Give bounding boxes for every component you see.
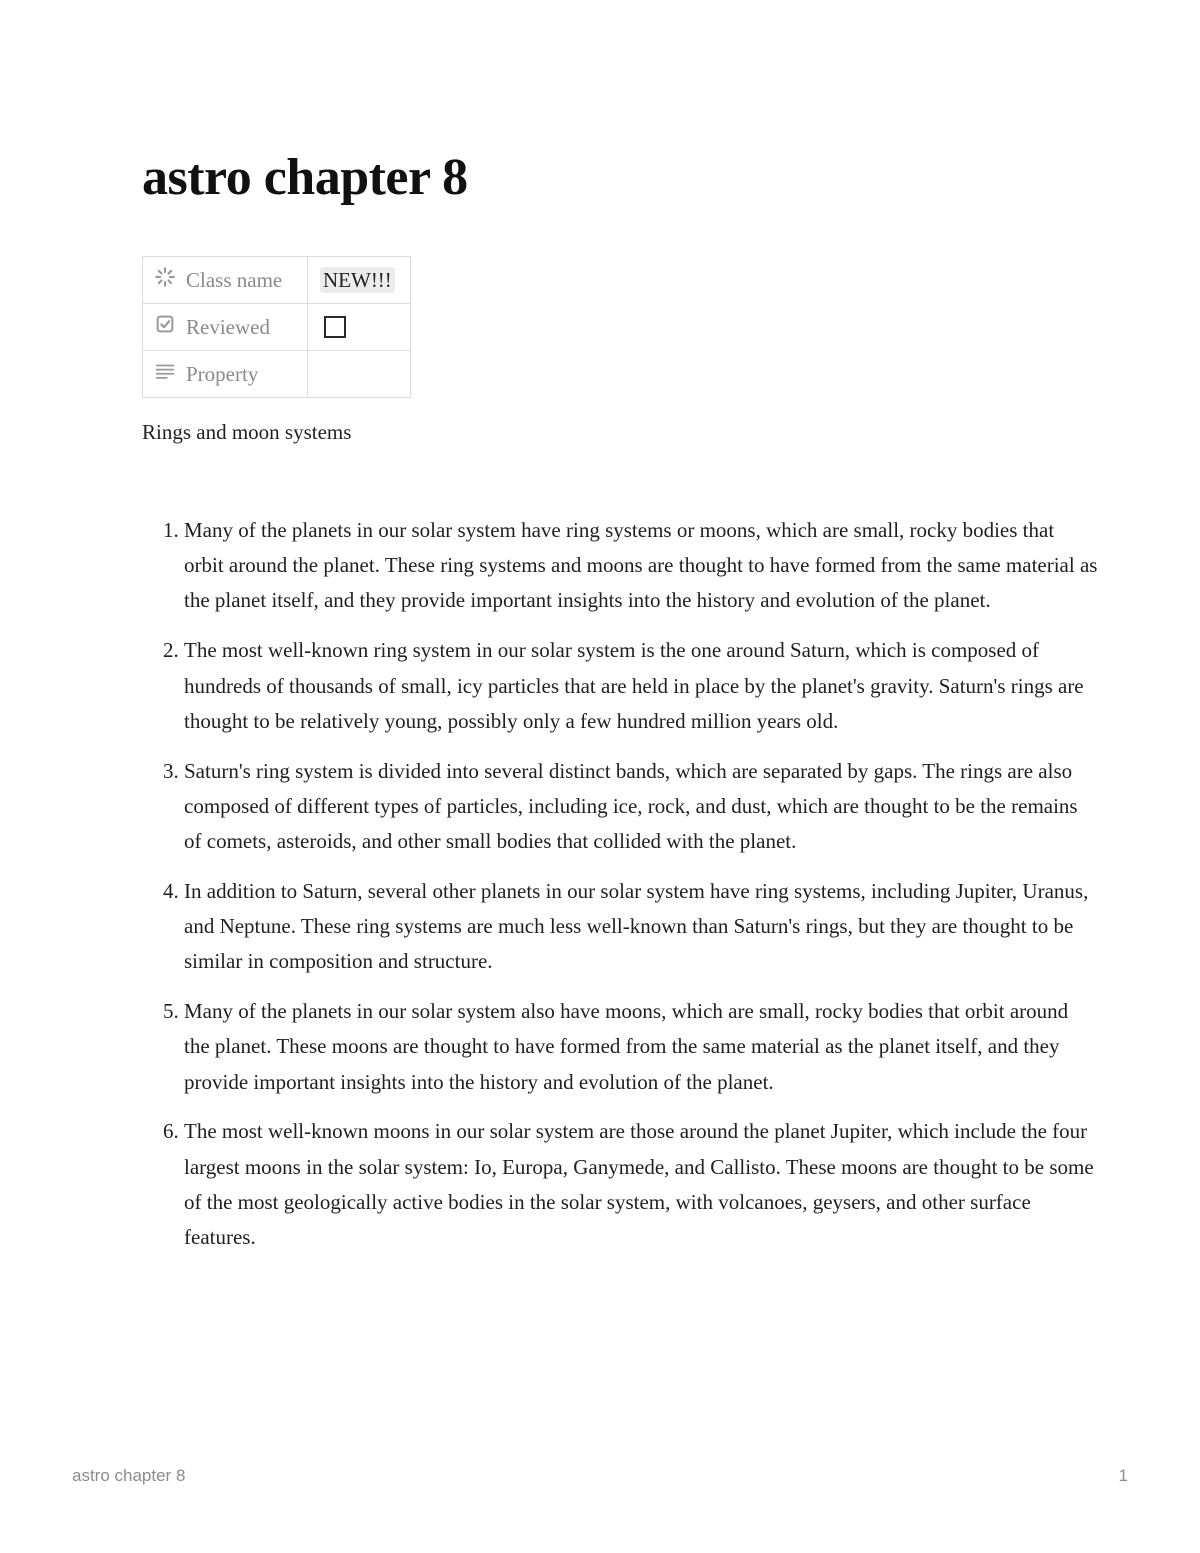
- properties-table: [142, 256, 411, 398]
- property-key: [143, 257, 308, 304]
- loading-spinner-icon: [154, 266, 186, 294]
- list-item: 4. In addition to Saturn, several other planets in our solar system have ring systems, including Jupiter, Uranus, and Neptune. These ring systems are much less well-known than Saturn's rings, but they are thought to be similar in composition and structure.: [184, 874, 1099, 980]
- property-value-cell[interactable]: [308, 304, 411, 351]
- property-value-cell[interactable]: [308, 257, 411, 304]
- page-number: 1: [1118, 1466, 1128, 1485]
- footer-title: astro chapter 8: [72, 1466, 186, 1485]
- list-item: 6. The most well-known moons in our solar system are those around the planet Jupiter, which include the four largest moons in the solar system: Io, Europa, Ganymede, and Callisto. These moons are thought to be some of the most geologically active bodies in the solar system, with volcanoes, geysers, and other surface features.: [184, 1114, 1099, 1255]
- property-row-class-name: [143, 257, 411, 304]
- property-value-cell[interactable]: [308, 351, 411, 398]
- list-item: 1. Many of the planets in our solar system have ring systems or moons, which are small, rocky bodies that orbit around the planet. These ring systems and moons are thought to have formed from the same material as the planet itself, and they provide important insights into the history and evolution of the planet.: [184, 513, 1099, 619]
- property-key: [143, 304, 308, 351]
- list-item: 5. Many of the planets in our solar system also have moons, which are small, rocky bodies that orbit around the planet. These moons are thought to have formed from the same material as the planet itself, and they provide important insights into the history and evolution of the planet.: [184, 994, 1099, 1100]
- property-row-property: [143, 351, 411, 398]
- text-lines-icon: [154, 360, 186, 388]
- property-label: Reviewed: [186, 314, 270, 339]
- property-label: Property: [186, 361, 259, 386]
- property-row-reviewed: [143, 304, 411, 351]
- property-key: [143, 351, 308, 398]
- page-title: astro chapter 8: [142, 149, 468, 206]
- list-item: 3. Saturn's ring system is divided into several distinct bands, which are separated by gaps. The rings are also composed of different types of particles, including ice, rock, and dust, which are thought to be the remains of comets, asteroids, and other small bodies that collided with the planet.: [184, 754, 1099, 860]
- numbered-list: [142, 513, 1099, 1270]
- property-label: Class name: [186, 267, 283, 292]
- reviewed-checkbox[interactable]: [324, 316, 346, 338]
- section-subtitle: Rings and moon systems: [142, 420, 352, 444]
- list-item: 2. The most well-known ring system in our solar system is the one around Saturn, which is composed of hundreds of thousands of small, icy particles that are held in place by the planet's gravity. Saturn's rings are thought to be relatively young, possibly only a few hundred million years old.: [184, 633, 1099, 739]
- class-name-tag[interactable]: NEW!!!: [320, 267, 395, 293]
- checkbox-property-icon: [154, 313, 186, 341]
